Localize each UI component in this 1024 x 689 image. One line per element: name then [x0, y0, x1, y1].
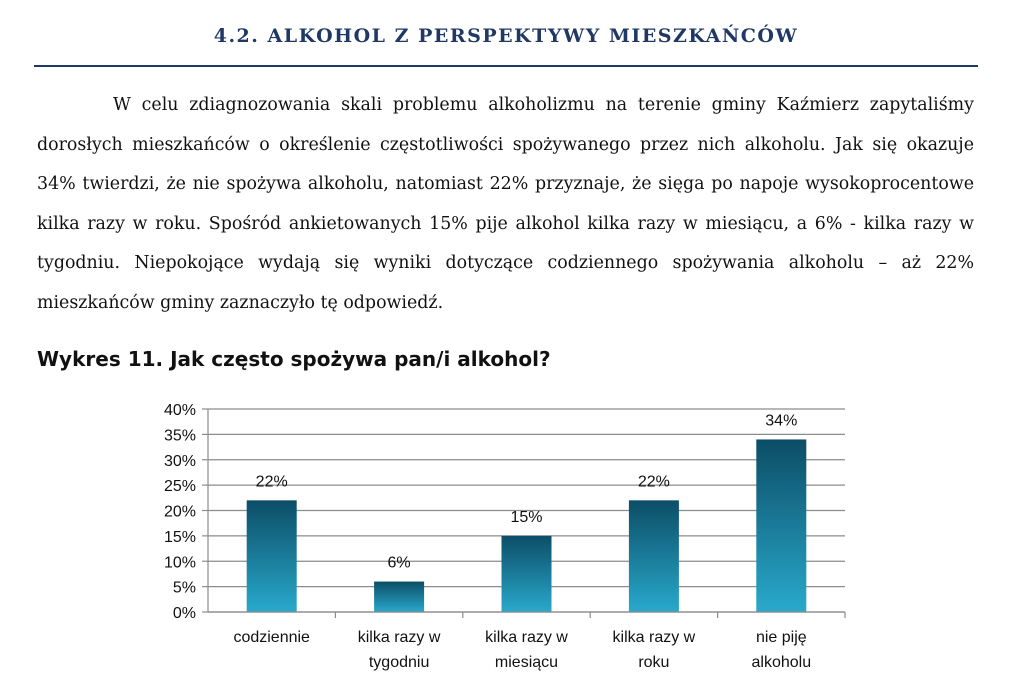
- x-category-label: roku: [638, 654, 670, 671]
- y-tick-label: 5%: [172, 579, 196, 597]
- data-label: 22%: [255, 473, 288, 491]
- bar: [756, 439, 806, 612]
- x-category-label: kilka razy w: [612, 629, 696, 646]
- x-category-label: kilka razy w: [357, 629, 441, 646]
- y-tick-label: 40%: [163, 402, 196, 419]
- y-tick-label: 35%: [163, 427, 196, 445]
- x-category-label: kilka razy w: [485, 629, 568, 646]
- section-title: 4.2. ALKOHOL Z PERSPEKTYWY MIESZKAŃCÓW: [213, 25, 799, 47]
- x-category-label: miesiącu: [494, 654, 559, 671]
- data-label: 34%: [765, 412, 798, 430]
- bar: [247, 500, 297, 612]
- y-tick-label: 0%: [172, 605, 196, 622]
- y-tick-label: 15%: [163, 528, 196, 546]
- x-category-label: codziennie: [233, 629, 310, 646]
- data-label: 22%: [637, 473, 670, 491]
- x-axis-category-labels: [233, 629, 811, 671]
- data-label: 6%: [387, 554, 411, 572]
- data-label: 15%: [510, 508, 543, 526]
- bar: [374, 582, 424, 612]
- y-tick-label: 25%: [163, 478, 196, 496]
- bar: [629, 500, 679, 612]
- y-tick-label: 10%: [163, 554, 196, 572]
- bar-chart: [0, 390, 1024, 686]
- bar: [502, 536, 552, 612]
- y-axis-tick-labels: [164, 402, 196, 622]
- x-category-label: tygodniu: [368, 654, 430, 671]
- title-rule: [34, 65, 978, 67]
- figure-caption: Wykres 11. Jak często spożywa pan/i alkohol?: [37, 347, 551, 371]
- y-tick-label: 20%: [163, 503, 196, 521]
- y-tick-label: 30%: [163, 452, 196, 470]
- body-paragraph: W celu zdiagnozowania skali problemu alkoholizmu na terenie gminy Kaźmierz zapytaliśmy dorosłych mieszkańców o określenie częstotliwości spożywanego przez nich alkoholu. Jak się okazuje 34% twierdzi, że nie spożywa alkoholu, natomiast 22% przyznaje, że sięga po napoje wysokoprocentowe kilka razy w roku. Spośród ankietowanych 15% pije alkohol kilka razy w miesiącu, a 6% - kilka razy w tygodniu. Niepokojące wydają się wyniki dotyczące codziennego spożywania alkoholu – aż 22% mieszkańców gminy zaznaczyło tę odpowiedź.: [37, 95, 974, 313]
- x-category-label: alkoholu: [751, 654, 812, 671]
- x-category-label: nie piję: [755, 629, 807, 646]
